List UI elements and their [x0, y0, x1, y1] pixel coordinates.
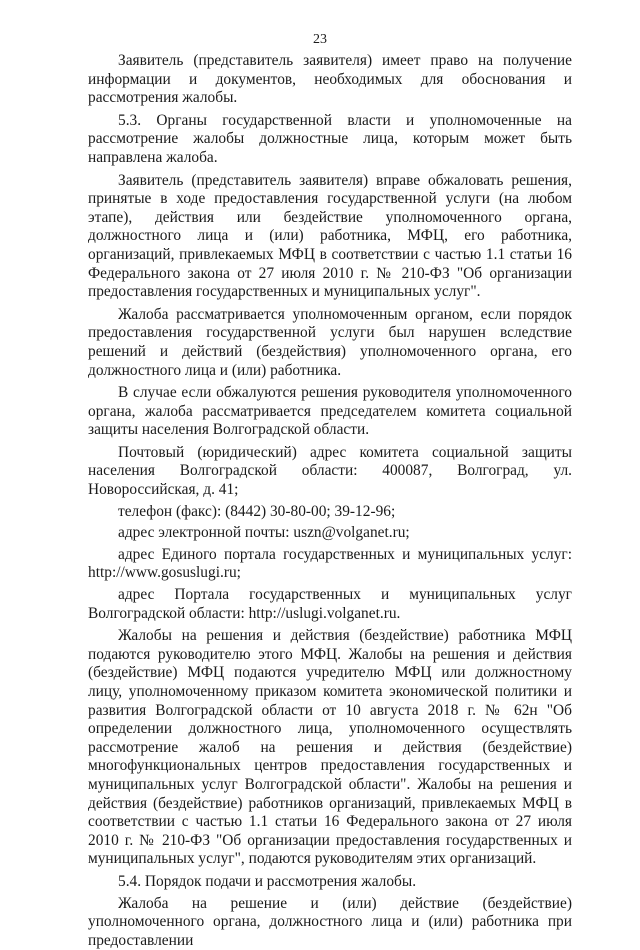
- paragraph-email: адрес электронной почты: uszn@volganet.ru;: [118, 524, 410, 542]
- page-number: 23: [313, 32, 327, 47]
- paragraph-complaint-review: Жалоба рассматривается уполномоченным органом, если порядок предоставления государственной услуги был нарушен вследствие решений и действий (бездействия) уполномоченного органа, его должностного лица и (или) работника.: [88, 305, 572, 379]
- section-5-3-heading: 5.3. Органы государственной власти и уполномоченные на рассмотрение жалобы должностные лица, которым может быть направлена жалоба.: [88, 111, 572, 166]
- section-5-4-heading: 5.4. Порядок подачи и рассмотрения жалобы.: [118, 872, 417, 890]
- paragraph-phone: телефон (факс): (8442) 30-80-00; 39-12-96;: [118, 502, 396, 520]
- paragraph-postal-address: Почтовый (юридический) адрес комитета социальной защиты населения Волгоградской области: 400087, Волгоград, ул. Новороссийская, д. 41;: [88, 443, 572, 499]
- paragraph-unified-portal: адрес Единого портала государственных и муниципальных услуг: http://www.gosuslugi.ru;: [88, 545, 572, 582]
- paragraph-complaint-submission: Жалоба на решение и (или) действие (бездействие) уполномоченного органа, должностного лица и (или) работника при предоставлении: [88, 894, 572, 949]
- paragraph-mfc-complaints: Жалобы на решения и действия (бездействие) работника МФЦ подаются руководителю этого МФЦ. Жалобы на решения и действия (бездействие) МФЦ подаются учредителю МФЦ или должностному лицу, уполномоченному приказом комитета экономической политики и развития Волгоградской области от 10 августа 2018 г. № 62н "Об определении должностного лица, уполномоченного осуществлять рассмотрение жалоб на решения и действия (бездействие) многофункциональных центров предоставления государственных и муниципальных услуг Волгоградской области". Жалобы на решения и действия (бездействие) работников организаций, привлекаемых МФЦ в соответствии с частью 1.1 статьи 16 Федерального закона от 27 июля 2010 г. № 210-ФЗ "Об организации предоставления государственных и муниципальных услуг", подаются руководителям этих организаций.: [88, 627, 572, 868]
- paragraph-applicant-right-to-info: Заявитель (представитель заявителя) имеет право на получение информации и документов, необходимых для обоснования и рассмотрения жалобы.: [88, 52, 572, 107]
- document-body: [88, 52, 572, 950]
- paragraph-head-decisions: В случае если обжалуются решения руководителя уполномоченного органа, жалоба рассматривается председателем комитета социальной защиты населения Волгоградской области.: [88, 384, 572, 439]
- paragraph-regional-portal: адрес Портала государственных и муниципальных услуг Волгоградской области: http://uslugi.volganet.ru.: [88, 586, 572, 622]
- paragraph-right-to-appeal: Заявитель (представитель заявителя) вправе обжаловать решения, принятые в ходе предоставления государственной услуги (на любом этапе), действия или бездействие уполномоченного органа, должностного лица и (или) работника, МФЦ, его работника, организаций, привлекаемых МФЦ в соответствии с частью 1.1 статьи 16 Федерального закона от 27 июля 2010 г. № 210-ФЗ "Об организации предоставления государственных и муниципальных услуг".: [88, 171, 572, 301]
